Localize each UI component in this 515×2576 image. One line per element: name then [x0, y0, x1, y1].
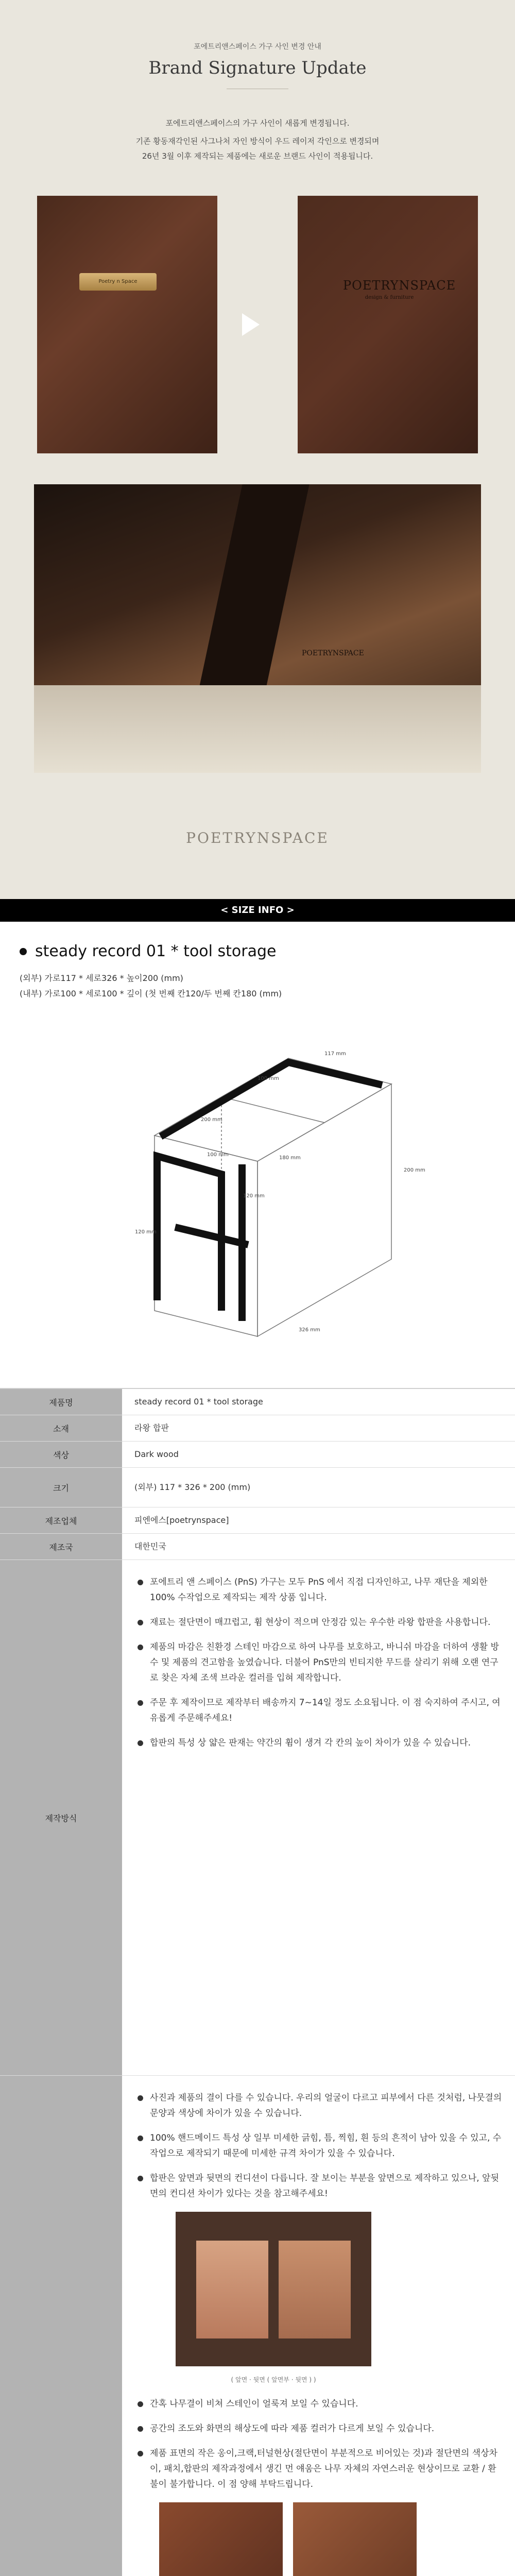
divider-line [221, 1097, 324, 1123]
defect-swatch [159, 2502, 283, 2576]
brand-logo: POETRYNSPACE [186, 829, 329, 846]
spec-value: Dark wood [134, 1449, 179, 1459]
spec-row-caution [0, 2076, 515, 2576]
spec-key: 제조업체 [0, 1507, 122, 1533]
brand-line: 포에트리앤스페이스의 가구 사인이 새롭게 변경됩니다. [165, 118, 350, 128]
caution-notes-2 [134, 2396, 503, 2492]
label-117: 117 mm [324, 1051, 346, 1057]
size-diagram [0, 1002, 515, 1388]
spec-key: 제조국 [0, 1534, 122, 1560]
inset-caption: ( 앞면 · 뒷면 ( 앞면부 · 뒷면 ) ) [231, 2376, 316, 2383]
spec-value [122, 1560, 515, 2075]
spec-value: steady record 01 * tool storage [134, 1397, 263, 1406]
caution-notes [134, 2090, 503, 2201]
swatch-image [159, 2502, 283, 2576]
note-item: 제품 표면의 작은 옹이,크랙,터널현상(절단면이 부분적으로 비어있는 것)과 절단면의 색상차이, 패치,합판의 제작과정에서 생긴 먼 얘움은 나무 자체의 자연스러운 현상이므로 교환 / 환불이 불가합니다. 이 점 양해 부탁드립니다. [134, 2446, 503, 2492]
product-title [20, 942, 515, 960]
note-item: 합판은 앞면과 뒷면의 컨디션이 다릅니다. 잘 보이는 부분을 앞면으로 제작하고 있으나, 앞뒷면의 컨디션 차이가 있다는 것을 참고해주세요! [134, 2171, 503, 2201]
front-panel [196, 2241, 268, 2338]
product-head [0, 922, 515, 1002]
note-item: 100% 핸드메이드 특성 상 일부 미세한 긁힘, 틈, 찍힘, 흰 등의 흔적이 남아 있을 수 있고, 수작업으로 제작되기 때문에 미세한 규격 차이가 있을 수 있습니다. [134, 2130, 503, 2161]
note-item: 재료는 절단면이 매끄럽고, 휨 현상이 적으며 안정감 있는 우수한 라왕 합판을 사용합니다. [134, 1615, 503, 1630]
spec-key: 색상 [0, 1442, 122, 1467]
shelf-divider [196, 484, 309, 701]
arrow-right-icon [242, 313, 260, 336]
spec-row-origin [0, 1534, 515, 1560]
label-200a: 200 mm [201, 1117, 222, 1123]
mid-frame [175, 1227, 248, 1245]
dimensions [20, 971, 515, 1002]
bullet-icon [20, 948, 27, 955]
brand-title: Brand Signature Update [148, 58, 367, 78]
shelf-closeup-photo [34, 484, 481, 773]
note-item: 포에트리 앤 스페이스 (PnS) 가구는 모두 PnS 에서 직접 디자인하고, 나무 재단을 제외한 100% 수작업으로 제작되는 제작 상품 입니다. [134, 1574, 503, 1605]
top-frame [161, 1062, 382, 1137]
front-back-photo [176, 2212, 371, 2366]
swatch-image [293, 2502, 417, 2576]
spec-row-material [0, 1415, 515, 1442]
spec-row-name [0, 1389, 515, 1415]
stamp-main: POETRYNSPACE [343, 278, 456, 293]
spec-row-method [0, 1560, 515, 2076]
spec-value [122, 2076, 515, 2576]
defect-swatch [293, 2502, 417, 2576]
spec-key: 제작방식 [0, 1560, 122, 2075]
spec-row-color [0, 1442, 515, 1468]
new-signature-photo [298, 196, 478, 453]
brand-line: 26년 3월 이후 제작되는 제품에는 새로운 브랜드 사인이 적용됩니다. [142, 151, 373, 161]
note-item: 합판의 특성 상 얇은 판재는 약간의 휨이 생겨 각 칸의 높이 차이가 있을 수 있습니다. [134, 1735, 503, 1751]
spec-table [0, 1388, 515, 2576]
back-panel [279, 2241, 351, 2338]
spec-value: (외부) 117 * 326 * 200 (mm) [134, 1482, 251, 1492]
box-side-face [258, 1084, 391, 1336]
laser-stamp [343, 278, 456, 300]
spec-value: 피엔에스[poetrynspace] [134, 1515, 229, 1525]
inner-dimensions: (내부) 가로100 * 세로100 * 깊이 (첫 번째 칸120/두 번째 칸180 (mm) [20, 989, 282, 998]
spec-value: 대한민국 [134, 1541, 166, 1551]
note-item: 간혹 나무결이 비쳐 스테인이 얼룩져 보일 수 있습니다. [134, 2396, 503, 2412]
spec-key: 소재 [0, 1415, 122, 1441]
engraved-mark: POETRYNSPACE [302, 649, 364, 657]
old-signature-photo [37, 196, 217, 453]
box-diagram-svg [0, 1002, 515, 1388]
method-notes [134, 1574, 503, 1751]
label-200: 200 mm [404, 1167, 425, 1173]
label-326: 326 mm [299, 1327, 320, 1333]
fabric-background [34, 685, 481, 773]
note-item: 주문 후 제작이므로 제작부터 배송까지 7~14일 정도 소요됩니다. 이 점 숙지하여 주시고, 여유롭게 주문해주세요! [134, 1695, 503, 1726]
spec-row-maker [0, 1507, 515, 1534]
brand-line: 기존 황동재각인된 사그나처 자인 방식이 우드 레이저 각인으로 변경되며 [135, 137, 380, 146]
outer-dimensions: (외부) 가로117 * 세로326 * 높이200 (mm) [20, 973, 183, 983]
label-120h: 120 mm [135, 1229, 157, 1235]
note-item: 사진과 제품의 결이 다를 수 있습니다. 우리의 얼굴이 다르고 피부에서 다른 것처럼, 나뭇결의 문양과 색상에 차이가 있을 수 있습니다. [134, 2090, 503, 2121]
product-name: steady record 01 * tool storage [35, 942, 277, 960]
label-180: 180 mm [279, 1155, 301, 1161]
spec-row-size [0, 1468, 515, 1507]
brass-plaque: Poetry n Space [79, 273, 157, 291]
brand-notice: 포에트리앤스페이스 가구 사인 변경 안내 [194, 43, 321, 51]
spec-value: 라왕 합판 [134, 1423, 169, 1433]
note-item: 공간의 조도와 화면의 해상도에 따라 제품 컬러가 다르게 보일 수 있습니다. [134, 2421, 503, 2436]
label-120: 120 mm [243, 1193, 265, 1199]
defect-swatch-grid [159, 2502, 503, 2576]
brand-signature-section [0, 0, 515, 899]
stamp-sub: design & furniture [365, 295, 414, 300]
spec-key: 제품명 [0, 1389, 122, 1415]
spec-key: 크기 [0, 1468, 122, 1507]
note-item: 제품의 마감은 친환경 스테인 마감으로 하여 나무를 보호하고, 바니쉬 마감을 더하여 생활 방수 및 제품의 견고함을 높였습니다. 더불어 PnS만의 빈티지한 무드를 살리기 위해 오랜 연구로 찾은 자체 조색 브라운 컬러를 입혀 제작합니다. [134, 1639, 503, 1686]
spec-key [0, 2076, 122, 2576]
size-info-bar: < SIZE INFO > [0, 899, 515, 922]
label-100h: 100 mm [207, 1152, 229, 1158]
label-100w: 100 mm [258, 1076, 279, 1081]
